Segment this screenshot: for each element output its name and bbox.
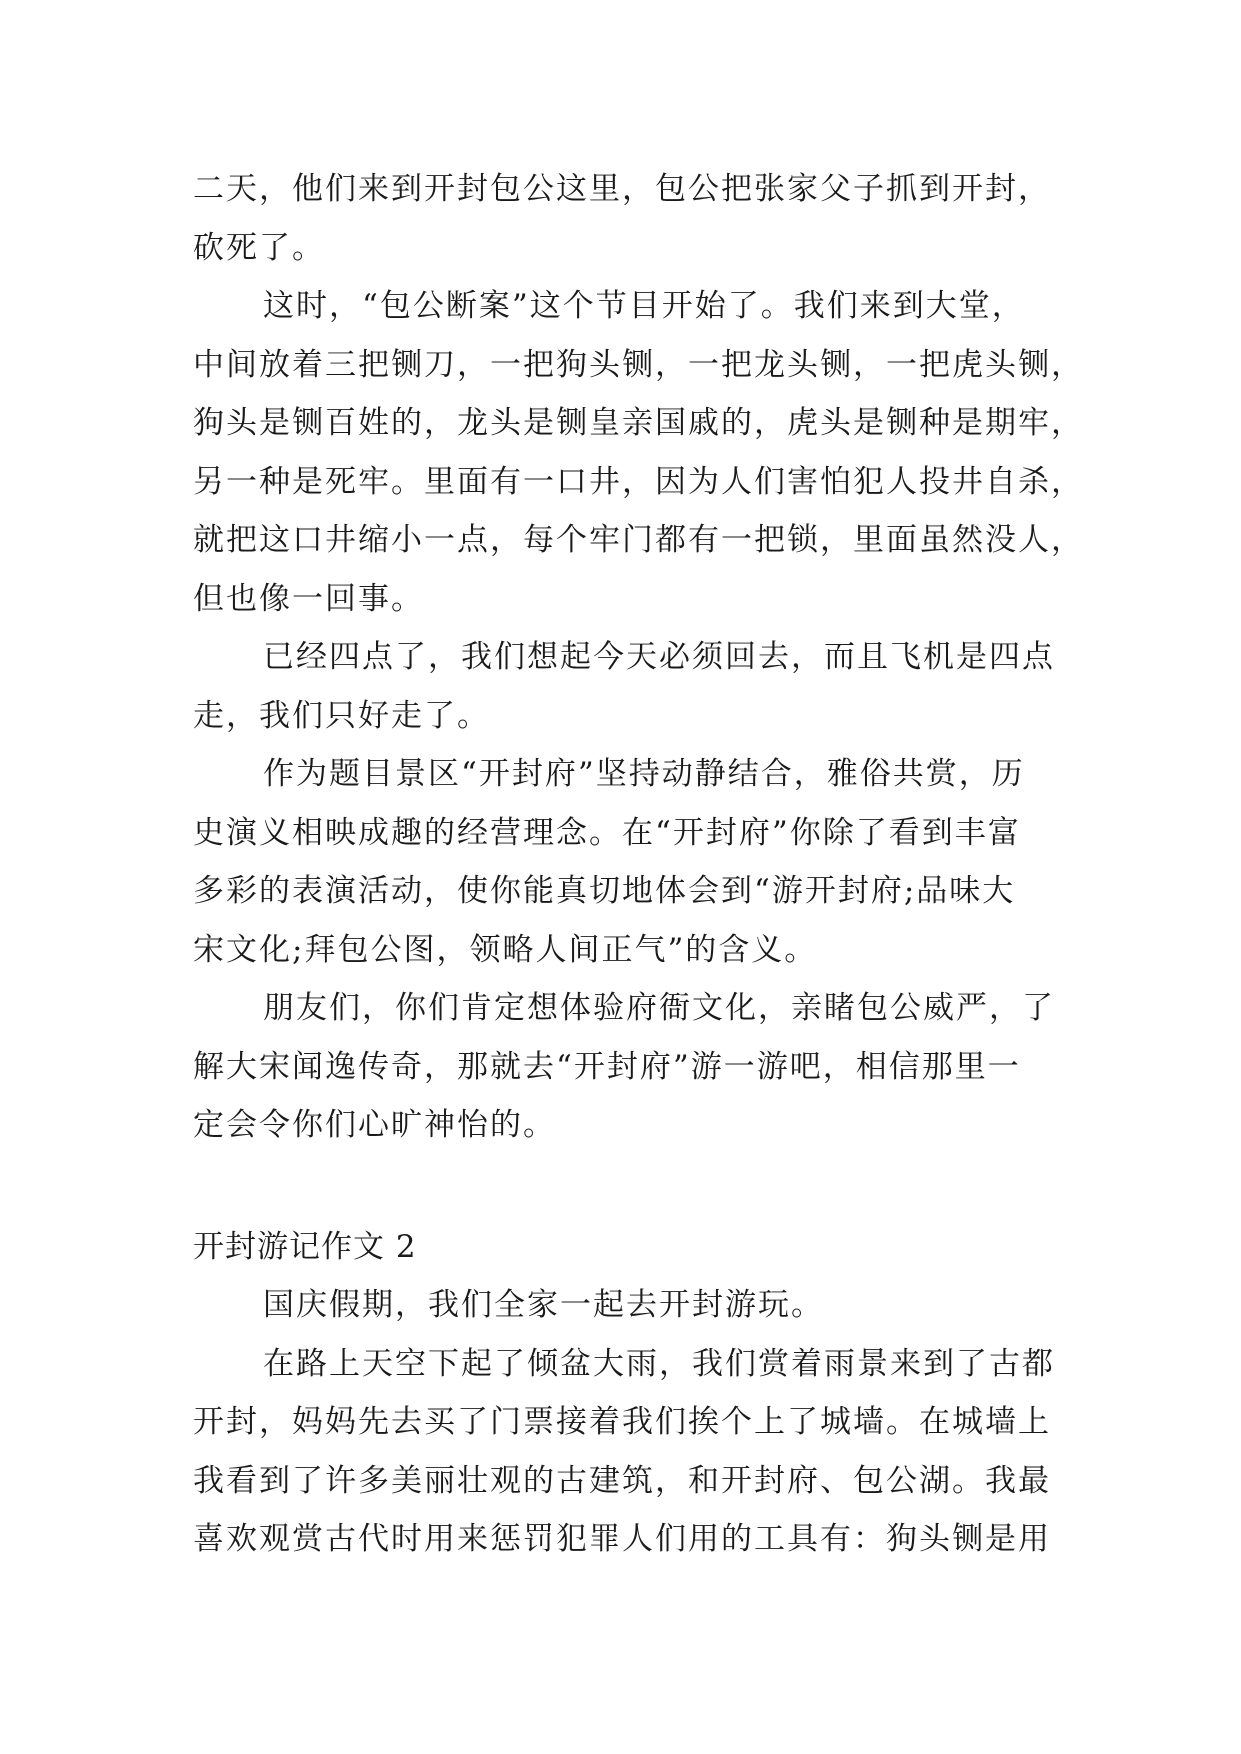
- text-line: 宋文化;拜包公图，领略人间正气”的含义。: [193, 931, 818, 968]
- text-line: 开封，妈妈先去买了门票接着我们挨个上了城墙。在城墙上: [193, 1404, 1051, 1440]
- text-line: 朋友们，你们肯定想体验府衙文化，亲睹包公威严，了: [263, 990, 1055, 1026]
- paragraph-1: [193, 160, 1057, 277]
- paragraph-5: [193, 979, 1057, 1155]
- text-line: 喜欢观赏古代时用来惩罚犯罪人们用的工具有：狗头铡是用: [193, 1521, 1051, 1557]
- text-line: 中间放着三把铡刀，一把狗头铡，一把龙头铡，一把虎头铡，: [193, 346, 1084, 383]
- section-spacer: [193, 1155, 1057, 1218]
- text-line: 狗头是铡百姓的，龙头是铡皇亲国戚的，虎头是铡种是期牢，: [193, 405, 1084, 441]
- paragraph-2: [193, 277, 1084, 628]
- text-line: 多彩的表演活动，使你能真切地体会到“游开封府;品味大: [193, 873, 1016, 909]
- text-line: 已经四点了，我们想起今天必须回去，而且飞机是四点: [263, 639, 1055, 675]
- text-line: 另一种是死牢。里面有一口井，因为人们害怕犯人投井自杀，: [193, 463, 1084, 500]
- text-line: 这时，“包公断案”这个节目开始了。我们来到大堂，: [263, 288, 1025, 324]
- text-line: 二天，他们来到开封包公这里，包公把张家父子抓到开封，: [193, 171, 1051, 207]
- text-line: 砍死了。: [193, 229, 325, 266]
- section-heading: 开封游记作文 2: [193, 1228, 417, 1265]
- text-line: 我看到了许多美丽壮观的古建筑，和开封府、包公湖。我最: [193, 1462, 1051, 1499]
- text-line: 史演义相映成趣的经营理念。在“开封府”你除了看到丰富: [193, 814, 1021, 851]
- text-line: 定会令你们心旷神怡的。: [193, 1107, 556, 1143]
- paragraph-7: [193, 1335, 1057, 1569]
- paragraph-3: [193, 628, 1057, 745]
- paragraph-6: [193, 1276, 1057, 1335]
- paragraph-4: [193, 745, 1057, 979]
- document-page: [193, 160, 1084, 1569]
- text-line: 走，我们只好走了。: [193, 697, 490, 734]
- text-line: 就把这口井缩小一点，每个牢门都有一把锁，里面虽然没人，: [193, 522, 1084, 558]
- text-line: 国庆假期，我们全家一起去开封游玩。: [263, 1287, 824, 1323]
- text-line: 但也像一回事。: [193, 580, 424, 617]
- text-line: 解大宋闻逸传奇，那就去“开封府”游一游吧，相信那里一: [193, 1048, 1021, 1085]
- text-line: 作为题目景区“开封府”坚持动静结合，雅俗共赏，历: [263, 756, 1025, 792]
- text-line: 在路上天空下起了倾盆大雨，我们赏着雨景来到了古都: [263, 1345, 1055, 1382]
